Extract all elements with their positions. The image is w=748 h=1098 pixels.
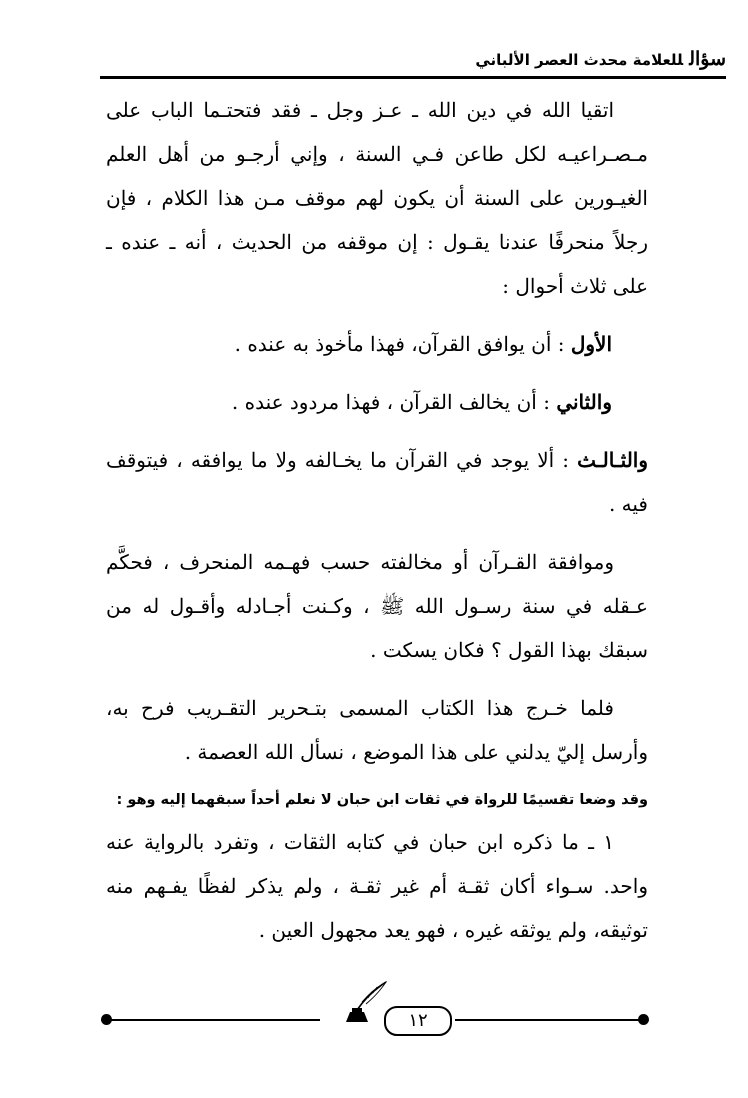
page-footer [0,992,748,1042]
footer-rule-right [455,1019,643,1021]
list-item-second [106,380,648,424]
spacer [106,672,648,686]
page-number: ١٢ [384,1006,452,1036]
list-item-first [106,322,648,366]
header-rule [100,76,726,79]
author-subtitle: للعلامة محدث العصر الألباني [475,51,684,69]
item-lead-second: والثاني [556,390,612,414]
paragraph-third: فلما خـرج هذا الكتاب المسمى بتـحرير التقـريب فرح به، وأرسل إليّ يدلني على هذا الموضع ، نسأل الله العصمة . [106,696,648,764]
item-text-first: : أن يوافق القرآن، فهذا مأخوذ به عنده . [234,332,571,356]
paragraph-second: وموافقة القـرآن أو مخالفته حسب فهـمه المنحرف ، فحكَّم عـقله في سنة رسـول الله ﷺ ، وكـنت أجـادله وأقـول له من سبقك بهذا القول ؟ فكان يسكت . [106,550,648,662]
item-text-second: : أن يخالف القرآن ، فهذا مردود عنده . [231,390,557,414]
item-lead-third: والثـالـث [577,448,648,472]
spacer [106,424,648,438]
spacer [106,526,648,540]
spacer [106,366,648,380]
bold-note: وقد وضعا تقسيمًا للرواة في ثقات ابن حبان لا نعلم أحداً سبقهما إليه وهو : [116,792,648,808]
footer-dot-right [638,1014,649,1025]
page-body [106,88,648,952]
footer-rule-left [108,1019,320,1021]
paragraph-fourth: ١ ـ ما ذكره ابن حبان في كتابه الثقات ، وتفرد بالرواية عنه واحد. سـواء أكان ثقـة أم غير ثقـة ، ولم يذكر لفظًا يفـهم منه توثيقه، ولم يوثقه غيره ، فهو يعد مجهول العين . [106,830,648,942]
page-header [0,30,748,78]
item-lead-first: الأول [570,332,612,356]
series-logo: سؤال [689,48,726,70]
inkwell-quill-icon [328,978,388,1030]
running-title [475,48,726,70]
item-text-third: : ألا يوجد في القرآن ما يخـالفه ولا ما يوافقه ، فيتوقف فيه . [106,448,648,516]
list-item-third [106,438,648,526]
spacer [106,308,648,322]
paragraph-intro: اتقيا الله في دين الله ـ عـز وجل ـ فقد فتحتـما الباب على مـصـراعيـه لكل طاعن فـي السنة ، وإني أرجـو من أهل العلم الغيـورين على السنة أن يكون لهم موقف مـن هذا الكلام ، فإن رجلاً منحرفًا عندنا يقـول : إن موقفه من الحديث ، أنه ـ عنده ـ على ثلاث أحوال : [106,98,648,298]
